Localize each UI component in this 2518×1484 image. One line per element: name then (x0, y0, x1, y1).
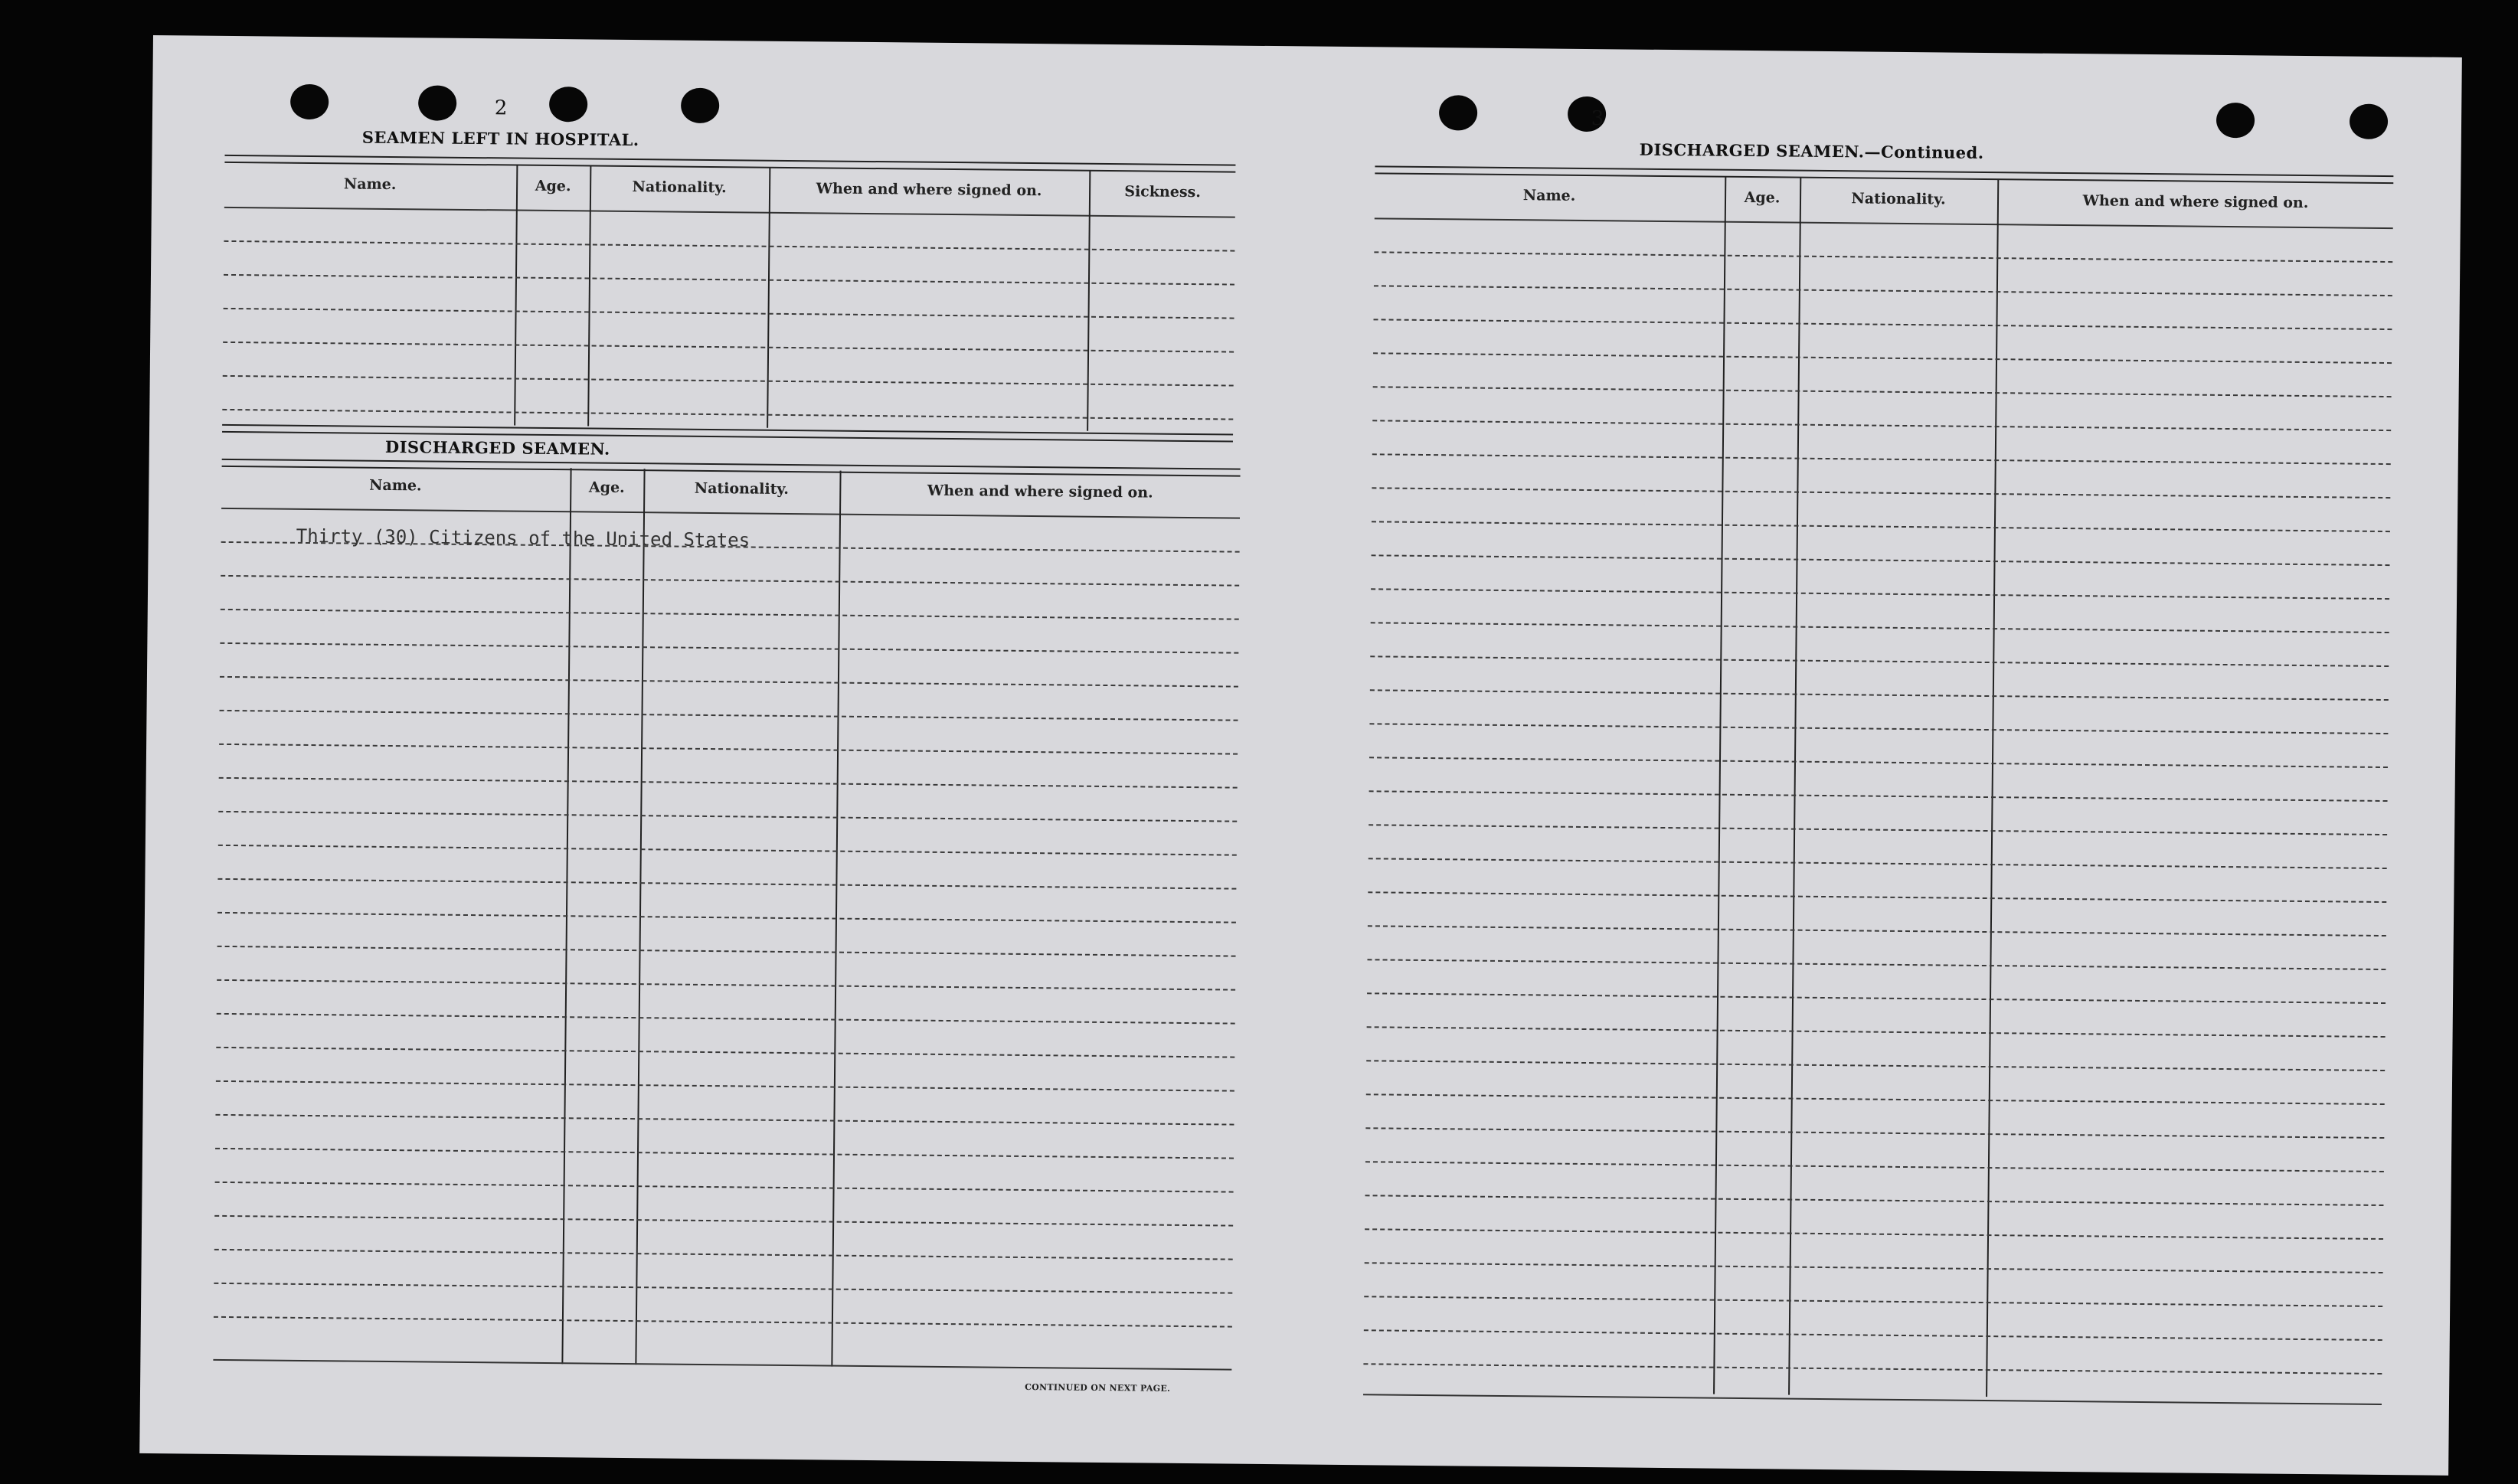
punch-hole (1439, 95, 1477, 130)
hospital-section-title: SEAMEN LEFT IN HOSPITAL. (361, 127, 639, 150)
col-header-nationality: Nationality. (1851, 190, 1946, 208)
col-header-age: Age. (535, 177, 571, 195)
col-header-signed-on: When and where signed on. (816, 180, 1042, 200)
col-header-age: Age. (588, 479, 625, 496)
hospital-table (222, 155, 1235, 440)
punch-hole (418, 85, 456, 120)
punch-hole (290, 84, 329, 119)
page-number: 3 (1591, 107, 1604, 131)
discharged-table (213, 459, 1240, 1380)
column-divider (514, 165, 518, 426)
col-header-name: Name. (369, 476, 422, 495)
column-divider (1788, 178, 1801, 1395)
col-header-name: Name. (343, 175, 397, 194)
col-header-nationality: Nationality. (632, 178, 727, 197)
document-sheet (139, 35, 2462, 1476)
left-page (212, 36, 1244, 1464)
col-header-signed-on: When and where signed on. (927, 482, 1153, 502)
col-header-signed-on: When and where signed on. (2082, 192, 2309, 212)
punch-hole (2216, 103, 2255, 138)
typed-entry: Thirty (30) Citizens of the United States (296, 525, 750, 551)
right-page (1362, 47, 2395, 1475)
punch-hole (2350, 104, 2388, 139)
discharged-section-title: DISCHARGED SEAMEN. (384, 436, 610, 459)
page-number: 2 (494, 96, 508, 120)
punch-hole (549, 87, 587, 122)
column-divider (1713, 177, 1726, 1394)
column-divider (767, 168, 770, 428)
col-header-nationality: Nationality. (694, 479, 790, 498)
col-header-sickness: Sickness. (1124, 183, 1201, 201)
col-header-age: Age. (1744, 188, 1781, 207)
column-divider (587, 165, 591, 426)
punch-hole (681, 88, 719, 123)
right-section-title: DISCHARGED SEAMEN.—Continued. (1639, 139, 1984, 162)
column-divider (1986, 179, 1999, 1397)
continued-note: CONTINUED ON NEXT PAGE. (1025, 1382, 1171, 1394)
col-header-name: Name. (1522, 187, 1576, 204)
column-divider (1087, 171, 1091, 431)
discharged-continued-table (1363, 165, 2393, 1416)
